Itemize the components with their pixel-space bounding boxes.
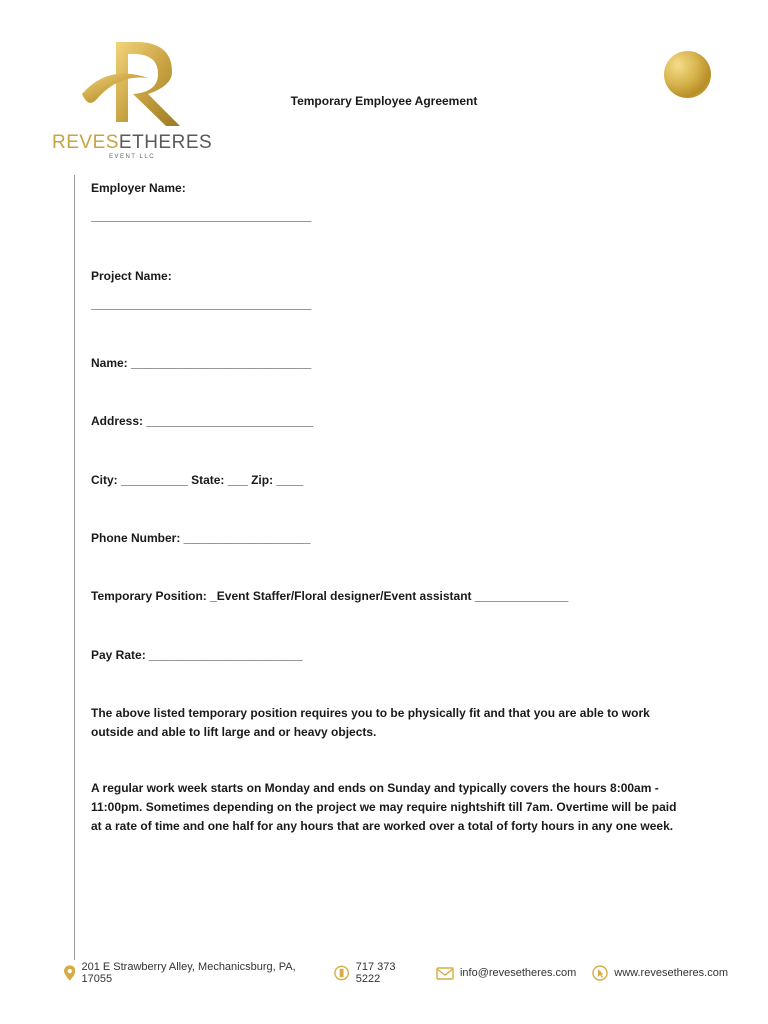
logo-r-monogram-icon [78, 34, 188, 134]
footer-email-text: info@revesetheres.com [459, 967, 577, 979]
globe-cursor-icon [592, 965, 608, 981]
pay-rate-field[interactable]: Pay Rate: _______________________ [91, 648, 303, 662]
document-title: Temporary Employee Agreement [290, 94, 478, 108]
logo-wordmark-part1: REVES [52, 132, 119, 153]
logo-wordmark [52, 132, 212, 154]
email-icon [436, 966, 454, 980]
vertical-divider [74, 175, 75, 960]
project-name-label: Project Name: [91, 269, 172, 283]
address-field[interactable]: Address: _________________________ [91, 414, 314, 428]
footer-phone-text: 717 373 5222 [355, 961, 396, 985]
phone-number-field[interactable]: Phone Number: ___________________ [91, 531, 311, 545]
temporary-position-field[interactable]: Temporary Position: _Event Staffer/Floral designer/Event assistant ______________ [91, 589, 569, 603]
footer-address [64, 961, 318, 985]
logo-wordmark-part2: ETHERES [118, 132, 213, 153]
paragraph-work-week: A regular work week starts on Monday and ends on Sunday and typically covers the hours 8:00am - 11:00pm. Sometimes depending on the project we may require nightshift till 7am. Overtime will be paid at a rate of time and one half for any hours that are worked over a total of forty hours in any one week. [91, 781, 677, 833]
footer-contact-bar [64, 961, 744, 985]
footer-phone[interactable] [334, 961, 419, 985]
project-name-line[interactable]: _________________________________ [91, 297, 312, 311]
paragraph-physical-requirements: The above listed temporary position requires you to be physically fit and that you are able to work outside and able to lift large and or heavy objects. [91, 706, 650, 739]
footer-address-text: 201 E Strawberry Alley, Mechanicsburg, PA, 17055 [81, 961, 296, 985]
footer-website[interactable] [592, 965, 728, 981]
phone-icon [334, 965, 349, 981]
employer-name-line[interactable]: _________________________________ [91, 209, 312, 223]
footer-email[interactable] [436, 966, 576, 980]
name-field[interactable]: Name: ___________________________ [91, 356, 312, 370]
employer-name-label: Employer Name: [91, 181, 186, 195]
location-pin-icon [64, 965, 75, 981]
footer-website-text: www.revesetheres.com [614, 967, 728, 979]
logo-subtitle: EVENT LLC [108, 154, 156, 160]
city-state-zip-field[interactable]: City: __________ State: ___ Zip: ____ [91, 473, 304, 487]
gold-seal-icon [664, 51, 711, 98]
